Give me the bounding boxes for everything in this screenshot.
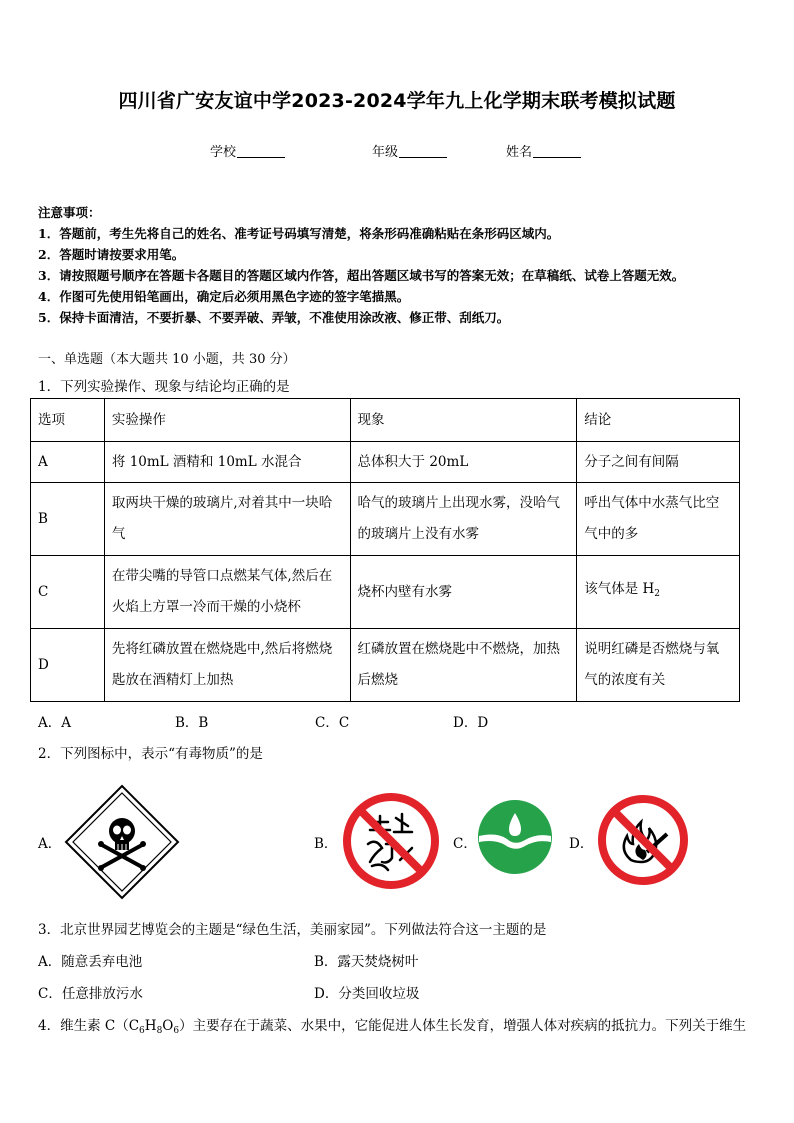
name-label: 姓名 bbox=[506, 145, 533, 160]
notes-heading: 注意事项： bbox=[38, 205, 101, 220]
q4-text: O bbox=[162, 1018, 174, 1034]
operation-cell: 取两块干燥的玻璃片,对着其中一块哈气 bbox=[104, 483, 350, 556]
q2-label-b: B． bbox=[314, 836, 338, 852]
subscript: 2 bbox=[654, 589, 661, 599]
question-4-stem bbox=[38, 1014, 758, 1036]
no-fireworks-sign-icon bbox=[342, 792, 440, 890]
phenomenon-cell: 哈气的玻璃片上出现水雾，没哈气的玻璃片上没有水雾 bbox=[350, 483, 577, 556]
option-cell: B bbox=[31, 483, 105, 556]
q4-text: 4．维生素 C（C bbox=[38, 1018, 140, 1034]
table-row bbox=[31, 483, 740, 556]
q3-option-d: D．分类回收垃圾 bbox=[314, 986, 420, 1002]
grade-field bbox=[372, 141, 447, 160]
operation-cell: 将 10mL 酒精和 10mL 水混合 bbox=[104, 442, 350, 483]
subscript: 8 bbox=[156, 1026, 163, 1036]
note-item: 4．作图可先使用铅笔画出，确定后必须用黑色字迹的签字笔描黑。 bbox=[38, 289, 410, 304]
name-field bbox=[506, 141, 581, 160]
operation-cell: 先将红磷放置在燃烧匙中,然后将燃烧匙放在酒精灯上加热 bbox=[104, 629, 350, 702]
operation-cell: 在带尖嘴的导管口点燃某气体,然后在火焰上方罩一冷而干燥的小烧杯 bbox=[104, 556, 350, 629]
conclusion-cell bbox=[577, 556, 740, 629]
subscript: 6 bbox=[173, 1026, 180, 1036]
exam-title: 四川省广安友谊中学2023-2024学年九上化学期末联考模拟试题 bbox=[118, 90, 676, 112]
table-row bbox=[31, 442, 740, 483]
option-cell: D bbox=[31, 629, 105, 702]
water-saving-sign-icon bbox=[477, 799, 553, 875]
option-cell: A bbox=[31, 442, 105, 483]
note-item: 5．保持卡面清洁，不要折暴、不要弄破、弄皱，不准使用涂改液、修正带、刮纸刀。 bbox=[38, 310, 510, 325]
name-blank bbox=[533, 145, 581, 158]
phenomenon-cell: 总体积大于 20mL bbox=[350, 442, 577, 483]
table-row bbox=[31, 556, 740, 629]
school-label: 学校 bbox=[210, 145, 237, 160]
q2-label-c: C． bbox=[453, 836, 477, 852]
note-item: 1．答题前，考生先将自己的姓名、准考证号码填写清楚，将条形码准确粘贴在条形码区域内。 bbox=[38, 226, 560, 241]
q4-text: H bbox=[144, 1018, 157, 1034]
question-3-stem: 3．北京世界园艺博览会的主题是“绿色生活，美丽家园”。下列做法符合这一主题的是 bbox=[38, 922, 547, 938]
subscript: 6 bbox=[139, 1026, 145, 1036]
question-1-stem: 1．下列实验操作、现象与结论均正确的是 bbox=[38, 379, 290, 395]
conclusion-text: 该气体是 H bbox=[584, 581, 655, 597]
note-item: 3．请按照题号顺序在答题卡各题目的答题区域内作答，超出答题区域书写的答案无效；在草稿纸、试卷上答题无效。 bbox=[38, 268, 685, 283]
q1-option-d: D．D bbox=[453, 715, 489, 731]
grade-blank bbox=[399, 145, 447, 158]
conclusion-cell: 呼出气体中水蒸气比空气中的多 bbox=[577, 483, 740, 556]
option-cell: C bbox=[31, 556, 105, 629]
q1-option-c: C．C bbox=[315, 715, 350, 731]
q4-text: ）主要存在于蔬菜、水果中，它能促进人体生长发育，增强人体对疾病的抵抗力。下列关于维生 bbox=[179, 1018, 747, 1034]
phenomenon-cell: 烧杯内壁有水雾 bbox=[350, 556, 577, 629]
section-heading: 一、单选题（本大题共 10 小题，共 30 分） bbox=[38, 352, 296, 367]
question-2-stem: 2．下列图标中，表示“有毒物质”的是 bbox=[38, 746, 263, 762]
q2-label-d: D． bbox=[569, 836, 594, 852]
header-cell: 结论 bbox=[577, 399, 740, 442]
q1-option-a: A．A bbox=[38, 715, 71, 731]
q3-option-a: A．随意丢弃电池 bbox=[38, 954, 143, 970]
school-field bbox=[210, 141, 285, 160]
q3-option-c: C．任意排放污水 bbox=[38, 986, 143, 1002]
table-header-row bbox=[31, 399, 740, 442]
note-item: 2．答题时请按要求用笔。 bbox=[38, 247, 185, 262]
header-cell: 实验操作 bbox=[104, 399, 350, 442]
grade-label: 年级 bbox=[372, 145, 399, 160]
header-cell: 选项 bbox=[31, 399, 105, 442]
q3-option-b: B．露天焚烧树叶 bbox=[314, 954, 419, 970]
conclusion-cell: 分子之间有间隔 bbox=[577, 442, 740, 483]
q1-option-b: B．B bbox=[175, 715, 209, 731]
table-row bbox=[31, 629, 740, 702]
conclusion-cell: 说明红磷是否燃烧与氧气的浓度有关 bbox=[577, 629, 740, 702]
header-cell: 现象 bbox=[350, 399, 577, 442]
no-smoking-fire-sign-icon bbox=[597, 794, 689, 886]
question-1-table bbox=[30, 398, 740, 702]
phenomenon-cell: 红磷放置在燃烧匙中不燃烧，加热后燃烧 bbox=[350, 629, 577, 702]
toxic-sign-icon bbox=[64, 784, 180, 900]
school-blank bbox=[237, 145, 285, 158]
q2-label-a: A． bbox=[38, 836, 62, 852]
